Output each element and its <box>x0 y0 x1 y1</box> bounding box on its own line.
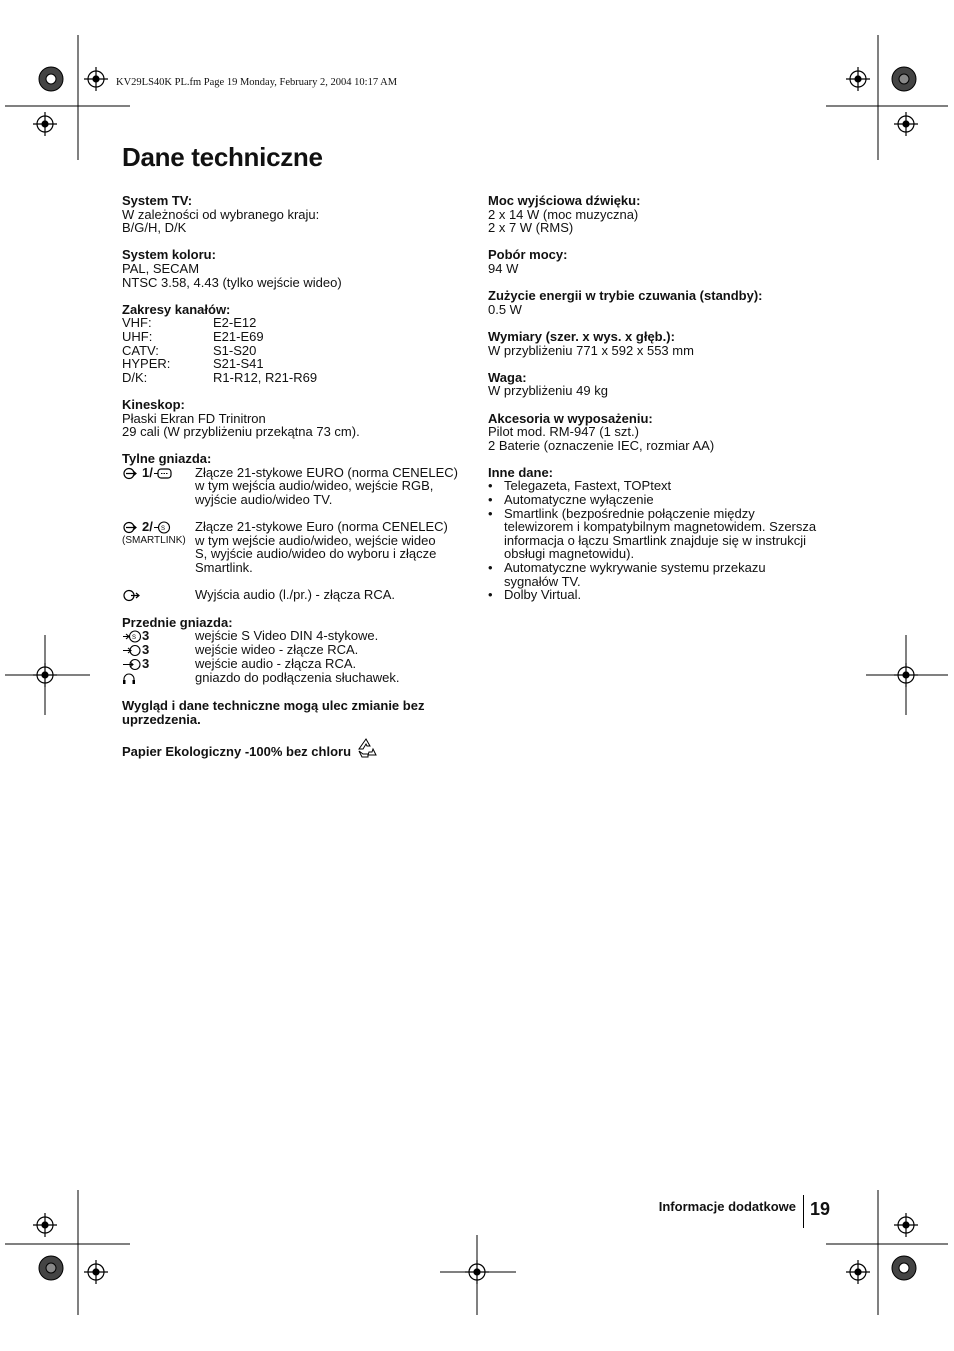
scart-in-icon <box>122 521 142 534</box>
smartlink-label: (SMARTLINK) <box>122 535 186 547</box>
text-line: 29 cali (W przybliżeniu przekątna 73 cm). <box>122 424 360 440</box>
text-line: Smartlink. <box>195 560 253 576</box>
section-heading: Kineskop: <box>122 396 185 412</box>
channel-row <box>122 344 467 358</box>
connector-label <box>122 671 195 685</box>
text-line: wyjście audio/wideo TV. <box>195 492 333 508</box>
connector-item <box>122 643 467 657</box>
wymiary-section <box>488 330 833 357</box>
change-notice: Wygląd i dane techniczne mogą ulec zmianie bez uprzedzenia. <box>122 698 425 727</box>
connector-item <box>122 629 467 643</box>
connector-label: S 3 <box>122 629 195 643</box>
headphones-icon <box>122 672 136 685</box>
file-header: KV29LS40K PL.fm Page 19 Monday, February 2, 2004 10:17 AM <box>116 77 398 88</box>
list-item: • Automatyczne wyłączenie <box>488 492 654 508</box>
list-item: • Automatyczne wykrywanie systemu przekazu sygnałów TV. <box>488 560 766 589</box>
recycle-icon <box>355 737 377 759</box>
connector-label: 3 <box>122 643 195 657</box>
channel-row <box>122 357 467 371</box>
system-koloru-section <box>122 248 467 289</box>
page-number: 19 <box>810 1199 831 1219</box>
text-line: 0.5 W <box>488 301 522 317</box>
text-line: 2 x 14 W (moc muzyczna) <box>488 206 639 222</box>
text-line: wejście audio - złącza RCA. <box>195 656 357 672</box>
text-line: Płaski Ekran FD Trinitron <box>122 410 266 426</box>
connector-item <box>122 657 467 671</box>
text-line: Pilot mod. RM-947 (1 szt.) <box>488 424 639 440</box>
svg-text:S: S <box>160 526 165 533</box>
akcesoria-section <box>488 412 833 453</box>
connector-item <box>122 588 467 602</box>
tylne-section <box>122 452 467 602</box>
text-line: W przybliżeniu 49 kg <box>488 383 608 399</box>
audio-out-icon <box>122 589 142 602</box>
eco-text: Papier Ekologiczny -100% bez chloru <box>122 744 352 760</box>
section-heading: Wymiary (szer. x wys. x głęb.): <box>488 328 675 344</box>
kineskop-section <box>122 398 467 439</box>
text-line: Wyjścia audio (l./pr.) - złącza RCA. <box>195 587 395 603</box>
connector-item <box>122 520 467 574</box>
section-heading: System koloru: <box>122 247 216 263</box>
text-line: B/G/H, D/K <box>122 220 187 236</box>
waga-section <box>488 371 833 398</box>
text-line: 94 W <box>488 260 519 276</box>
text-line: wejście wideo - złącze RCA. <box>195 642 359 658</box>
section-heading: Moc wyjściowa dźwięku: <box>488 193 641 208</box>
channel-row <box>122 316 467 330</box>
audio-in-icon <box>122 658 142 671</box>
section-heading: Przednie gniazda: <box>122 614 233 630</box>
band-label: UHF: <box>122 328 153 344</box>
text-line: W przybliżeniu 771 x 592 x 553 mm <box>488 342 694 358</box>
connector-label: 1/ <box>122 466 195 507</box>
svg-text:S: S <box>132 635 137 642</box>
video-in-icon <box>122 644 142 657</box>
scart-rgb-icon <box>153 467 173 480</box>
band-range: E21-E69 <box>213 328 264 344</box>
footer-section-label: Informacje dodatkowe <box>658 1199 796 1214</box>
section-heading: Pobór mocy: <box>488 247 568 263</box>
left-column <box>122 194 467 759</box>
zakresy-section <box>122 303 467 385</box>
eco-paper-note <box>122 735 467 759</box>
section-heading: Waga: <box>488 369 527 385</box>
band-range: S21-S41 <box>213 356 264 372</box>
right-column <box>488 194 833 615</box>
text-line: Złącze 21-stykowe Euro (norma CENELEC) <box>195 519 448 535</box>
section-heading: Akcesoria w wyposażeniu: <box>488 410 653 426</box>
text-line: w tym wejścia audio/wideo, wejście RGB, <box>195 478 434 494</box>
text-line: 2 x 7 W (RMS) <box>488 220 574 236</box>
text-line: NTSC 3.58, 4.43 (tylko wejście wideo) <box>122 274 342 290</box>
section-heading: System TV: <box>122 193 193 208</box>
text-line: PAL, SECAM <box>122 260 200 276</box>
channel-row <box>122 371 467 385</box>
list-item: • Dolby Virtual. <box>488 587 582 603</box>
band-range: E2-E12 <box>213 315 257 331</box>
list-item: • Smartlink (bezpośrednie połączenie między telewizorem i kompatybilnym magnetowidem. Szersza informacja o łączu Smartlink znajduje się w instrukcji obsługi magnetowidu). <box>488 505 817 562</box>
page-title: Dane techniczne <box>122 142 323 172</box>
scart-in-icon <box>122 467 142 480</box>
section-heading: Inne dane: <box>488 464 554 480</box>
scart-svideo-icon <box>153 521 171 534</box>
channel-row <box>122 330 467 344</box>
text-line: w tym wejście audio/wideo, wejście wideo <box>195 532 436 548</box>
text-line: wejście S Video DIN 4-stykowe. <box>195 628 379 644</box>
text-line: Złącze 21-stykowe EURO (norma CENELEC) <box>195 464 458 480</box>
list-item: • Telegazeta, Fastext, TOPtext <box>488 478 672 494</box>
connector-label <box>122 588 195 602</box>
band-label: VHF: <box>122 315 152 331</box>
svideo-in-icon <box>122 630 142 643</box>
text-line: W zależności od wybranego kraju: <box>122 206 320 222</box>
text-line: 2 Baterie (oznaczenie IEC, rozmiar AA) <box>488 437 715 453</box>
connector-item <box>122 466 467 507</box>
pobor-section <box>488 248 833 275</box>
system-tv-section <box>122 194 467 235</box>
connector-label: 2/ S (SMARTLINK) <box>122 520 195 574</box>
text-line: S, wyjście audio/wideo do wyboru i złącze <box>195 546 437 562</box>
band-label: HYPER: <box>122 356 171 372</box>
section-heading: Tylne gniazda: <box>122 451 212 467</box>
band-range: S1-S20 <box>213 342 257 358</box>
band-label: CATV: <box>122 342 159 358</box>
band-label: D/K: <box>122 369 148 385</box>
band-range: R1-R12, R21-R69 <box>213 369 318 385</box>
text-line: gniazdo do podłączenia słuchawek. <box>195 670 400 686</box>
standby-section <box>488 289 833 316</box>
moc-section <box>488 194 833 235</box>
connector-label: 3 <box>122 657 195 671</box>
section-heading: Zakresy kanałów: <box>122 301 231 317</box>
page-number-divider <box>803 1195 804 1228</box>
section-heading: Zużycie energii w trybie czuwania (standby): <box>488 288 763 304</box>
przednie-section <box>122 616 467 686</box>
inne-section <box>488 466 833 602</box>
connector-item <box>122 671 467 685</box>
